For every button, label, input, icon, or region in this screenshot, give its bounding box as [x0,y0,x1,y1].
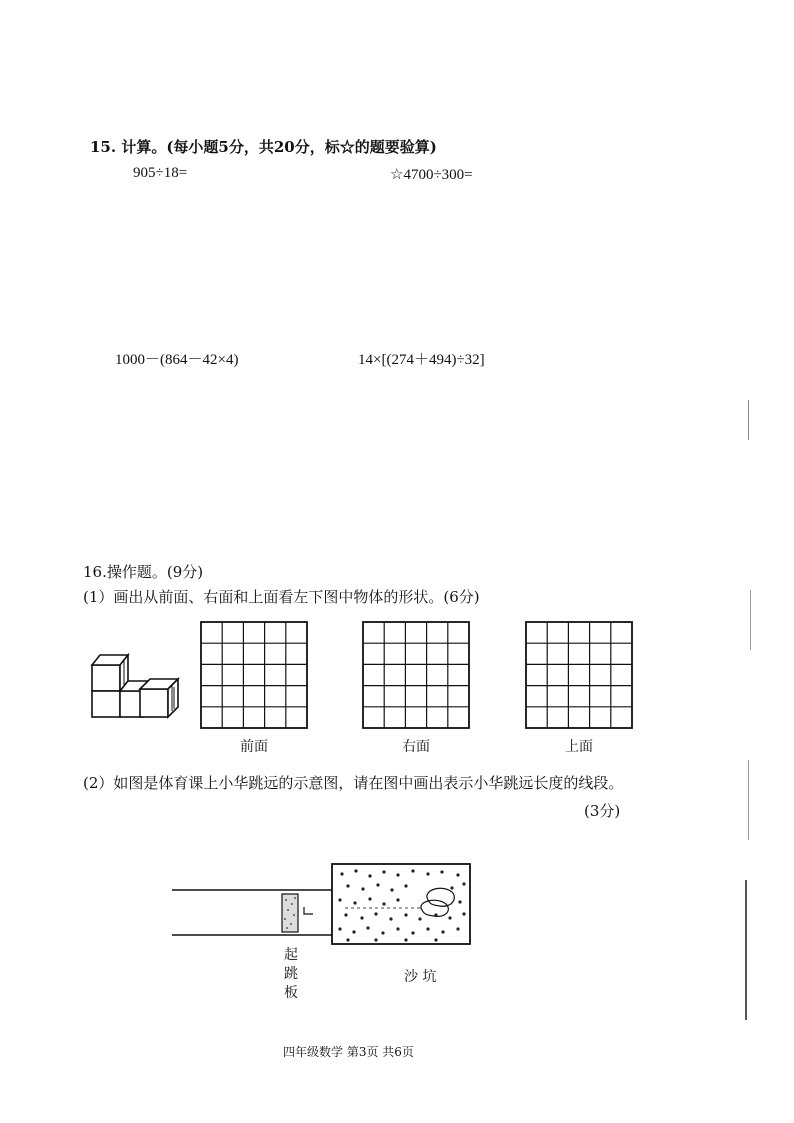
grid-right-label: 右面 [402,739,430,755]
q16-part2: (2）如图是体育课上小华跳远的示意图，请在图中画出表示小华跳远长度的线段。 [83,774,624,792]
q15-expr-1: 905÷18= [133,165,188,181]
q15-expr-2: ☆4700÷300= [390,167,473,183]
board-label-1: 起 [284,947,298,963]
board-label-2: 跳 [284,966,298,982]
q16-part2-score: (3分) [584,802,621,820]
cube-object-figure [84,645,194,725]
grid-right[interactable] [363,622,471,730]
grid-front-label: 前面 [240,739,268,755]
long-jump-diagram[interactable] [170,862,590,947]
q15-title: 15. 计算。(每小题5分，共20分，标☆的题要验算) [90,138,437,156]
q15-expr-4: 14×[(274＋494)÷32] [358,352,485,368]
q15-expr-3: 1000－(864－42×4) [115,352,239,368]
scan-edge-mark [748,760,749,840]
scan-edge-mark [745,880,747,1020]
grid-top[interactable] [526,622,634,730]
page-footer: 四年级数学 第3页 共6页 [283,1045,414,1059]
grid-top-label: 上面 [565,739,593,755]
scan-edge-mark [750,590,751,650]
sand-pit-label: 沙 坑 [404,969,437,985]
q16-part1: (1）画出从前面、右面和上面看左下图中物体的形状。(6分) [83,588,480,606]
q16-title: 16.操作题。(9分) [83,563,204,581]
scan-edge-mark [748,400,749,440]
grid-front[interactable] [201,622,309,730]
board-label-3: 板 [284,985,298,1001]
